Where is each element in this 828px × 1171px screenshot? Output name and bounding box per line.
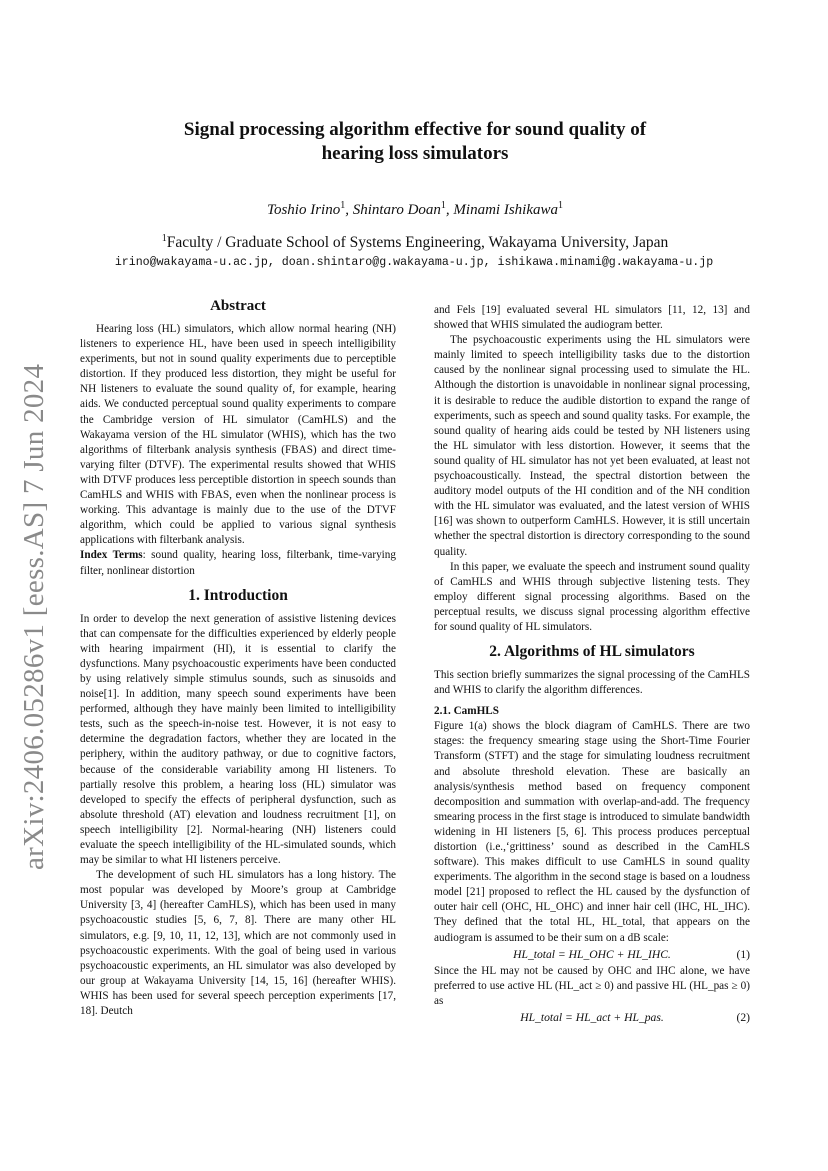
author-list: Toshio Irino$^1$, Shintaro Doan$^1$, Minami Ishikawa$^1$	[266, 200, 563, 218]
equation-1-number: (1)	[736, 947, 750, 961]
section-2-intro: This section briefly summarizes the signal processing of the CamHLS and WHIS to clarify the algorithm differences.	[434, 669, 750, 697]
author-affil-mark: 1	[340, 200, 346, 211]
author-affil-mark: 1	[558, 200, 563, 211]
index-terms	[80, 548, 396, 578]
intro-paragraph-3: The psychoacoustic experiments using the HL simulators were mainly limited to speech intelligibility tasks due to the distortion caused by the nonlinear signal processing used to simulate the HL. Although the distortion is unavoidable in nonlinear signal processing, it is desirable to reduce the audible distortion to expand the range of experiments, such as speech and sound quality tasks. For example, the sound quality of hearing aids could be tested by NH listeners using the HL simulator with less distortion. However, it seems that the sound quality of HL simulator has not yet been evaluated, at least not psychoacoustically. Instead, the spectral distortion between the auditory model outputs of the HI condition and of the NH condition with the HL simulator was evaluated, and the latest version of WHIS [16] was shown to outperform CamHLS. However, it is still uncertain whether the spectral distortion is directory corresponding to the sound quality.	[434, 334, 750, 558]
equation-1-expression: HL_total = HL_OHC + HL_IHC.	[513, 947, 671, 961]
subsection-2-1-heading: 2.1. CamHLS	[434, 705, 499, 718]
intro-paragraph-1: In order to develop the next generation of assistive listening devices that can compensate for the difficulties experienced by elderly people with hearing impairment (HI), it is essential to clarify the dysfunctions. Many psychoacoustic experiments have been conducted by using relatively simple stimulus sounds, such as sinusoids and noise[1]. In addition, many speech sound experiments have been performed, although they have mainly been limited to intelligibility tests, such as the speech-in-noise test. However, it is not easy to determine the degradation factors, whether they are located in the periphery, within the auditory pathway, or due to cognitive factors, because of the considerable variability among HI listeners. To partially resolve this problem, a hearing loss (HL) simulator was developed to specify the effects of peripheral dysfunction, such as absolute threshold (AT) elevation and loudness recruitment [1], on speech intelligibility [2]. Normal-hearing (NH) listeners could evaluate the speech intelligibility of the HL-simulated sounds, which may be similar to what HI listeners perceive.	[80, 612, 396, 867]
affiliation-text: Faculty / Graduate School of Systems Engineering, Wakayama University, Japan	[166, 234, 669, 252]
intro-paragraph-2-continued: and Fels [19] evaluated several HL simulators [11, 12, 13] and showed that WHIS simulated the audiogram better.	[434, 304, 750, 332]
equation-2-expression: HL_total = HL_act + HL_pas.	[520, 1010, 664, 1024]
abstract-heading: Abstract	[210, 298, 266, 314]
intro-paragraph-2: The development of such HL simulators has a long history. The most popular was developed by Moore’s group at Cambridge University [3, 4] (hereafter CamHLS), which has been used in many psychoacoustic studies [5, 6, 7, 8]. There are many other HL simulators, e.g. [9, 10, 11, 12, 13], which are not commonly used in psychoacoustic experiments. With the goal of being used in various psychoacoustic experiments, an HL simulator was also developed by our group at Wakayama University [14, 15, 16] (hereafter WHIS). WHIS has been used for several speech perception experiments [17, 18]. Deutch	[80, 869, 396, 1018]
affiliation	[100, 233, 730, 252]
author-affil-mark: 1	[440, 200, 446, 211]
affiliation-mark: 1	[161, 233, 167, 244]
section-1-heading: 1. Introduction	[188, 586, 288, 604]
abstract-text: Hearing loss (HL) simulators, which allow normal hearing (NH) listeners to experience HL, have been used in speech intelligibility experiments, but not in sound quality experiments due to perceptible distortion. If they produced less distortion, they might be useful for NH listeners to evaluate the sound quality of, for example, hearing aids. We conducted perceptual sound quality experiments to compare the Cambridge version of HL simulator (CamHLS) and the Wakayama version of the HL simulator (WHIS), which has the two algorithms of filterbank analysis synthesis (FBAS) and direct time-varying filter (DTVF). The experimental results showed that WHIS with DTVF produces less perceptible distortion in speech sounds than CamHLS and WHIS with FBAS, even when the nonlinear process is working. This advantage is mainly due to the use of the DTVF algorithm, which could be applied to various signal synthesis applications with filterbank analysis.	[80, 323, 396, 547]
index-terms-label: Index Terms	[80, 549, 143, 562]
intro-paragraph-4: In this paper, we evaluate the speech and instrument sound quality of CamHLS and WHIS through subjective listening tests. They employ different signal processing algorithms. Based on the perceptual results, we discuss signal processing algorithm effective for sound quality of HL simulators.	[434, 560, 750, 633]
equation-2-number: (2)	[736, 1010, 750, 1024]
left-column	[80, 298, 396, 1019]
author-name: Shintaro Doan	[352, 202, 441, 218]
author-name: Minami Ishikawa	[453, 202, 558, 218]
right-column	[434, 303, 750, 1027]
camhls-paragraph-1: Figure 1(a) shows the block diagram of CamHLS. There are two stages: the frequency smearing stage using the Short-Time Fourier Transform (STFT) and the stage for simulating loudness recruitment and absolute threshold elevation. These are basically an analysis/synthesis method based on frequency component decomposition and summation with overlap-and-add. The frequency smearing process in the first stage is introduced to simulate bandwidth widening in HI listeners [5, 6]. This process produces perceptual distortion (i.e.,‘grittiness’ sound as described in the CamHLS software). This makes difficult to use CamHLS in sound quality experiments. The algorithm in the second stage is based on a loudness model [21] proposed to reflect the HL caused by the dysfunction of outer hair cell (OHC, HL_OHC) and inner hair cell (IHC, HL_IHC). They defined that the total HL, HL_total, that appears on the audiogram is assumed to be their sum on a dB scale:	[434, 720, 750, 944]
author-emails: irino@wakayama-u.ac.jp, doan.shintaro@g.wakayama-u.jp, ishikawa.minami@g.wakayama-u.jp	[114, 256, 714, 269]
title-line-2: hearing loss simulators	[321, 143, 509, 164]
arxiv-stamp-text: arXiv:2406.05286v1 [eess.AS] 7 Jun 2024	[18, 363, 50, 870]
author-name: Toshio Irino	[266, 202, 341, 218]
section-2-heading: 2. Algorithms of HL simulators	[489, 643, 695, 661]
arxiv-stamp	[18, 363, 58, 870]
equation-2	[434, 1009, 750, 1027]
paper-title	[120, 118, 710, 166]
camhls-paragraph-2: Since the HL may not be caused by OHC and IHC alone, we have preferred to use active HL (HL_act ≥ 0) and passive HL (HL_pas ≥ 0) as	[434, 964, 750, 1007]
index-terms-text: : sound quality, hearing loss, filterbank, time-varying filter, nonlinear distortion	[80, 549, 396, 577]
equation-1	[434, 946, 750, 964]
title-line-1: Signal processing algorithm effective for sound quality of	[183, 119, 647, 140]
